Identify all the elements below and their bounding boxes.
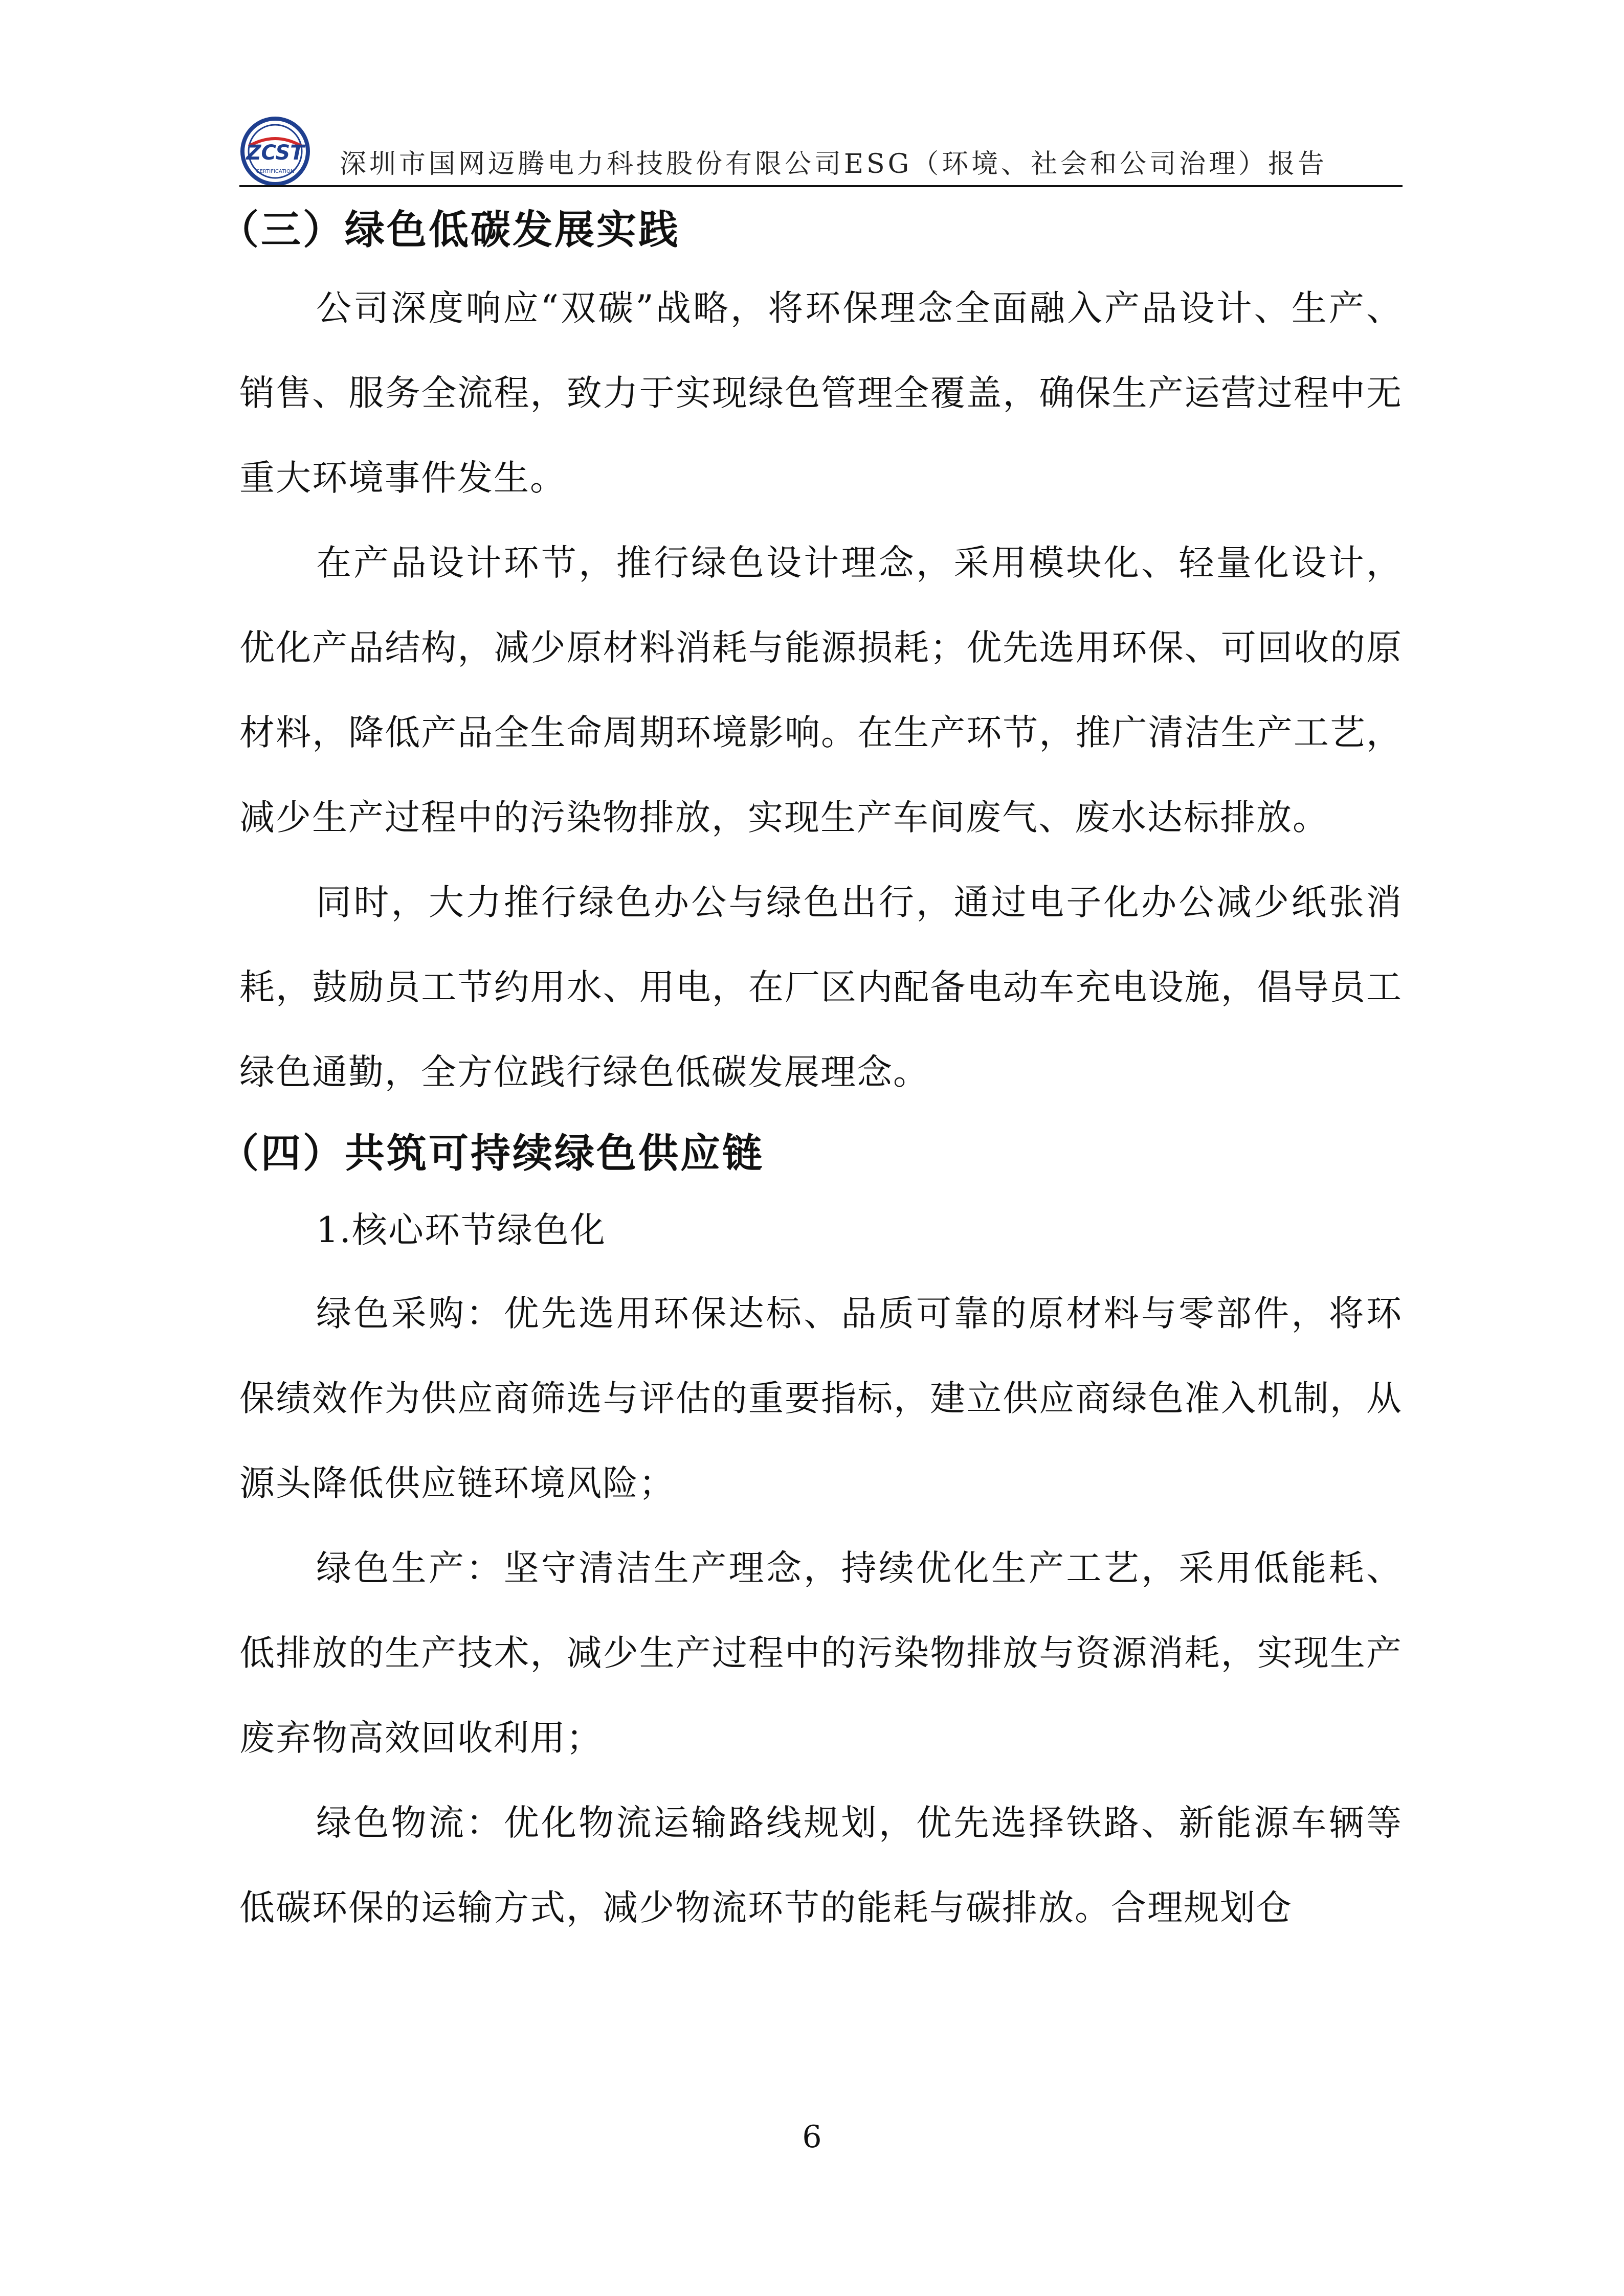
section-heading-green-supply-chain: （四）共筑可持续绿色供应链 <box>219 1131 765 1177</box>
section-heading-green-low-carbon: （三）绿色低碳发展实践 <box>219 207 681 253</box>
page-number: 6 <box>802 2119 822 2155</box>
logo-caption: CERTIFICATION <box>256 169 295 174</box>
main-content <box>219 194 1403 1950</box>
company-logo <box>239 116 311 187</box>
header-divider <box>239 185 1403 187</box>
paragraph: 绿色物流：优化物流运输路线规划，优先选择铁路、新能源车辆等低碳环保的运输方式，减少物流环节的能耗与碳排放。合理规划仓 <box>239 1803 1403 1928</box>
page-header <box>239 116 1403 187</box>
paragraph: 绿色采购：优先选用环保达标、品质可靠的原材料与零部件，将环保绩效作为供应商筛选与评估的重要指标，建立供应商绿色准入机制，从源头降低供应链环境风险； <box>239 1293 1403 1504</box>
paragraph: 绿色生产：坚守清洁生产理念，持续优化生产工艺，采用低能耗、低排放的生产技术，减少生产过程中的污染物排放与资源消耗，实现生产废弃物高效回收利用； <box>239 1548 1403 1759</box>
paragraph: 公司深度响应“双碳”战略，将环保理念全面融入产品设计、生产、销售、服务全流程，致力于实现绿色管理全覆盖，确保生产运营过程中无重大环境事件发生。 <box>239 288 1403 499</box>
paragraph: 在产品设计环节，推行绿色设计理念，采用模块化、轻量化设计，优化产品结构，减少原材料消耗与能源损耗；优先选用环保、可回收的原材料，降低产品全生命周期环境影响。在生产环节，推广清洁生产工艺，减少生产过程中的污染物排放，实现生产车间废气、废水达标排放。 <box>239 543 1403 838</box>
report-header-title: 深圳市国网迈腾电力科技股份有限公司ESG（环境、社会和公司治理）报告 <box>340 149 1328 179</box>
logo-text: ZCST <box>246 141 304 165</box>
paragraph: 同时，大力推行绿色办公与绿色出行，通过电子化办公减少纸张消耗，鼓励员工节约用水、用电，在厂区内配备电动车充电设施，倡导员工绿色通勤，全方位践行绿色低碳发展理念。 <box>239 882 1403 1093</box>
subheading: 1.核心环节绿色化 <box>316 1210 606 1251</box>
